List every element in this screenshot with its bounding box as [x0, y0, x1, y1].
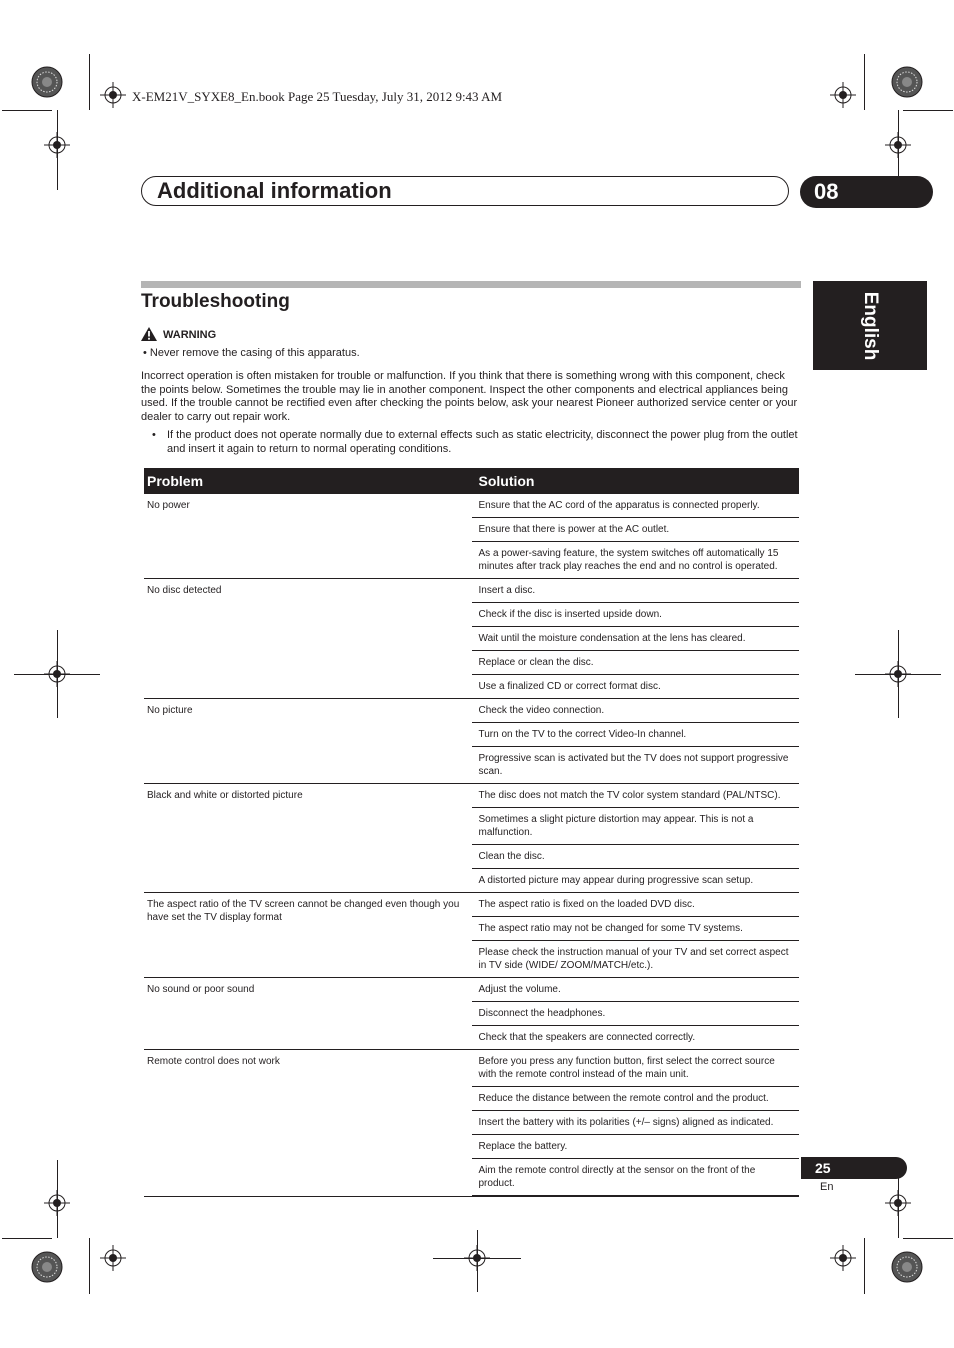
- registration-mark-icon: [830, 1245, 856, 1271]
- problem-cell: No disc detected: [144, 579, 472, 699]
- problem-cell: Remote control does not work: [144, 1050, 472, 1197]
- problem-cell: No power: [144, 494, 472, 579]
- solution-cell: Clean the disc.: [472, 845, 800, 869]
- bullet-marker: •: [152, 429, 156, 441]
- table-row: [144, 579, 799, 603]
- solution-cell: Adjust the volume.: [472, 978, 800, 1002]
- table-row: [144, 494, 799, 518]
- troubleshooting-table: [144, 468, 799, 1197]
- table-header-row: [144, 468, 799, 494]
- registration-mark-icon: [830, 82, 856, 108]
- solution-cell: Ensure that there is power at the AC outlet.: [472, 518, 800, 542]
- solution-cell: Replace or clean the disc.: [472, 651, 800, 675]
- warning-label: WARNING: [163, 329, 217, 341]
- table-row: [144, 1050, 799, 1087]
- solution-cell: Aim the remote control directly at the sensor on the front of the product.: [472, 1159, 800, 1197]
- solution-cell: The aspect ratio may not be changed for some TV systems.: [472, 917, 800, 941]
- warning-icon: [141, 327, 157, 341]
- solution-cell: Sometimes a slight picture distortion may appear. This is not a malfunction.: [472, 808, 800, 845]
- solution-cell: Insert the battery with its polarities (+/– signs) aligned as indicated.: [472, 1111, 800, 1135]
- problem-header: Problem: [144, 468, 472, 494]
- solution-cell: Check that the speakers are connected correctly.: [472, 1026, 800, 1050]
- solution-cell: As a power-saving feature, the system switches off automatically 15 minutes after track play reaches the end and no control is operated.: [472, 542, 800, 579]
- solution-cell: Use a finalized CD or correct format disc.: [472, 675, 800, 699]
- table-row: [144, 978, 799, 1002]
- solution-cell: Insert a disc.: [472, 579, 800, 603]
- chapter-number: 08: [800, 176, 933, 208]
- color-wheel-icon: [31, 66, 63, 98]
- solution-cell: Disconnect the headphones.: [472, 1002, 800, 1026]
- problem-cell: No sound or poor sound: [144, 978, 472, 1050]
- solution-cell: The aspect ratio is fixed on the loaded DVD disc.: [472, 893, 800, 917]
- solution-cell: Reduce the distance between the remote control and the product.: [472, 1087, 800, 1111]
- page-number: 25: [801, 1157, 907, 1179]
- solution-cell: Wait until the moisture condensation at the lens has cleared.: [472, 627, 800, 651]
- solution-cell: A distorted picture may appear during progressive scan setup.: [472, 869, 800, 893]
- warning-bullet: • Never remove the casing of this apparatus.: [143, 347, 360, 359]
- solution-cell: Turn on the TV to the correct Video-In channel.: [472, 723, 800, 747]
- solution-cell: Please check the instruction manual of your TV and set correct aspect in TV side (WIDE/ ZOOM/MATCH/etc.).: [472, 941, 800, 978]
- solution-cell: Ensure that the AC cord of the apparatus is connected properly.: [472, 494, 800, 518]
- language-tab: [813, 281, 927, 370]
- static-electricity-note: If the product does not operate normally due to external effects such as static electricity, disconnect the power plug from the outlet and insert it again to return to normal operating conditions.: [167, 429, 798, 455]
- registration-mark-icon: [100, 82, 126, 108]
- chapter-title: Additional information: [157, 178, 392, 203]
- warning-heading: [141, 327, 216, 345]
- color-wheel-icon: [31, 1251, 63, 1283]
- book-header: X-EM21V_SYXE8_En.book Page 25 Tuesday, July 31, 2012 9:43 AM: [132, 89, 503, 104]
- problem-cell: No picture: [144, 699, 472, 784]
- table-row: [144, 784, 799, 808]
- solution-cell: The disc does not match the TV color system standard (PAL/NTSC).: [472, 784, 800, 808]
- solution-cell: Replace the battery.: [472, 1135, 800, 1159]
- problem-cell: Black and white or distorted picture: [144, 784, 472, 893]
- section-title: Troubleshooting: [141, 291, 290, 312]
- registration-mark-icon: [100, 1245, 126, 1271]
- solution-cell: Progressive scan is activated but the TV does not support progressive scan.: [472, 747, 800, 784]
- solution-cell: Before you press any function button, first select the correct source with the remote control instead of the main unit.: [472, 1050, 800, 1087]
- section-rule: [141, 281, 801, 288]
- table-body: [144, 494, 799, 1196]
- table-row: [144, 893, 799, 917]
- solution-cell: Check the video connection.: [472, 699, 800, 723]
- table-row: [144, 699, 799, 723]
- language-tab-label: English: [860, 291, 881, 360]
- intro-paragraph: Incorrect operation is often mistaken for trouble or malfunction. If you think that there is something wrong with this component, check the points below. Sometimes the trouble may lie in another component. Inspect the other components and electrical appliances being used. If the trouble cannot be rectified even after checking the points below, ask your nearest Pioneer authorized service center or your dealer to carry out repair work.: [141, 370, 798, 424]
- solution-cell: Check if the disc is inserted upside down.: [472, 603, 800, 627]
- solution-header: Solution: [472, 468, 800, 494]
- color-wheel-icon: [891, 1251, 923, 1283]
- color-wheel-icon: [891, 66, 923, 98]
- page-language: En: [820, 1181, 834, 1193]
- problem-cell: The aspect ratio of the TV screen cannot be changed even though you have set the TV display format: [144, 893, 472, 978]
